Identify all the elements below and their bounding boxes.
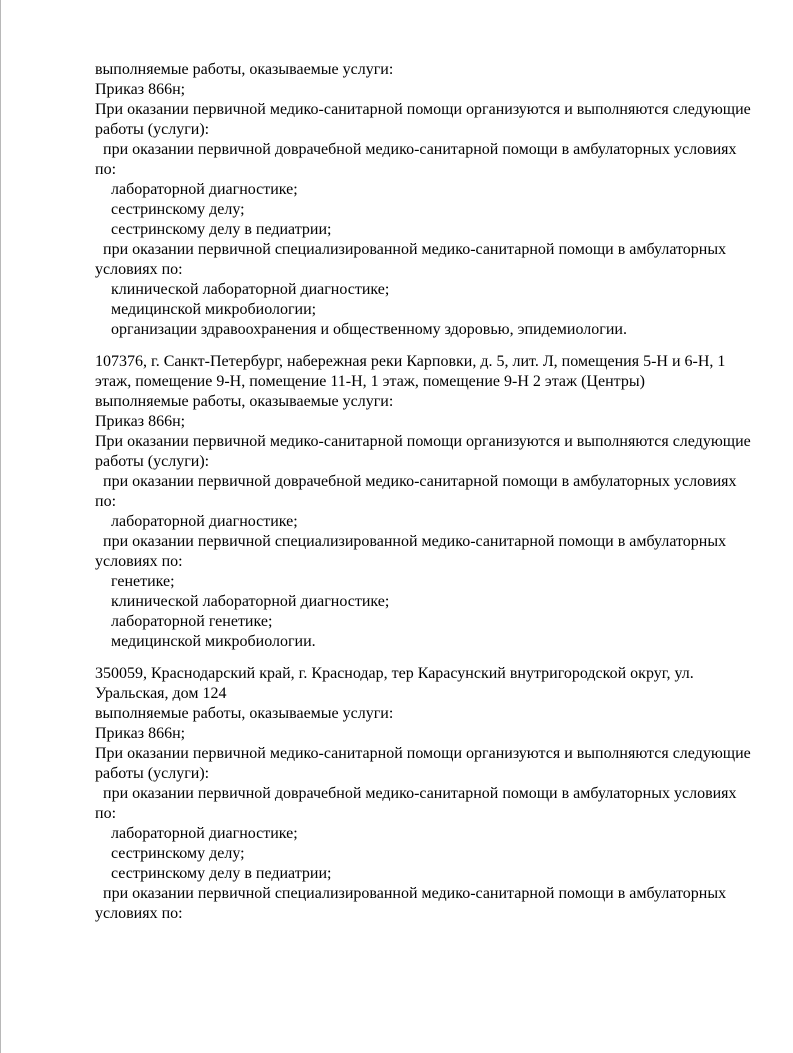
text-line: медицинской микробиологии. bbox=[95, 633, 316, 650]
text-line: условиях по: bbox=[95, 261, 183, 278]
text-line: 350059, Краснодарский край, г. Краснодар, тер Карасунский внутригородской округ, ул. bbox=[95, 665, 694, 682]
text-line: Приказ 866н; bbox=[95, 81, 186, 98]
text-line: при оказании первичной доврачебной медико-санитарной помощи в амбулаторных условиях bbox=[95, 785, 737, 802]
text-line: Приказ 866н; bbox=[95, 413, 186, 430]
text-line: при оказании первичной доврачебной медико-санитарной помощи в амбулаторных условиях bbox=[95, 141, 737, 158]
text-line: При оказании первичной медико-санитарной помощи организуются и выполняются следующие bbox=[95, 745, 751, 762]
services-block-1 bbox=[95, 60, 760, 340]
text-line: лабораторной диагностике; bbox=[95, 825, 298, 842]
text-line: работы (услуги): bbox=[95, 121, 210, 138]
text-line: При оказании первичной медико-санитарной помощи организуются и выполняются следующие bbox=[95, 433, 751, 450]
text-line: 107376, г. Санкт-Петербург, набережная реки Карповки, д. 5, лит. Л, помещения 5-Н и 6-Н, 1 bbox=[95, 353, 726, 370]
text-line: сестринскому делу в педиатрии; bbox=[95, 865, 332, 882]
text-line: При оказании первичной медико-санитарной помощи организуются и выполняются следующие bbox=[95, 101, 751, 118]
text-line: условиях по: bbox=[95, 905, 183, 922]
text-line: Уральская, дом 124 bbox=[95, 685, 227, 702]
text-line: при оказании первичной специализированной медико-санитарной помощи в амбулаторных bbox=[95, 533, 727, 550]
text-line: организации здравоохранения и общественному здоровью, эпидемиологии. bbox=[95, 321, 627, 338]
text-line: работы (услуги): bbox=[95, 453, 210, 470]
text-line: сестринскому делу; bbox=[95, 201, 245, 218]
text-line: при оказании первичной специализированной медико-санитарной помощи в амбулаторных bbox=[95, 241, 727, 258]
text-line: по: bbox=[95, 805, 117, 822]
text-line: по: bbox=[95, 493, 117, 510]
text-line: лабораторной диагностике; bbox=[95, 181, 298, 198]
text-line: Приказ 866н; bbox=[95, 725, 186, 742]
document-content bbox=[95, 60, 760, 924]
address-block-krasnodar bbox=[95, 664, 760, 924]
text-line: по: bbox=[95, 161, 117, 178]
page-left-border bbox=[0, 0, 1, 1053]
text-line: выполняемые работы, оказываемые услуги: bbox=[95, 705, 394, 722]
text-line: лабораторной генетике; bbox=[95, 613, 273, 630]
text-line: условиях по: bbox=[95, 553, 183, 570]
text-line: сестринскому делу в педиатрии; bbox=[95, 221, 332, 238]
text-line: медицинской микробиологии; bbox=[95, 301, 317, 318]
text-line: сестринскому делу; bbox=[95, 845, 245, 862]
address-block-saint-petersburg bbox=[95, 352, 760, 652]
text-line: при оказании первичной доврачебной медико-санитарной помощи в амбулаторных условиях bbox=[95, 473, 737, 490]
text-line: клинической лабораторной диагностике; bbox=[95, 281, 390, 298]
text-line: при оказании первичной специализированной медико-санитарной помощи в амбулаторных bbox=[95, 885, 727, 902]
text-line: лабораторной диагностике; bbox=[95, 513, 298, 530]
text-line: работы (услуги): bbox=[95, 765, 210, 782]
text-line: выполняемые работы, оказываемые услуги: bbox=[95, 61, 394, 78]
text-line: выполняемые работы, оказываемые услуги: bbox=[95, 393, 394, 410]
text-line: генетике; bbox=[95, 573, 175, 590]
text-line: клинической лабораторной диагностике; bbox=[95, 593, 390, 610]
text-line: этаж, помещение 9-Н, помещение 11-Н, 1 этаж, помещение 9-Н 2 этаж (Центры) bbox=[95, 373, 645, 390]
